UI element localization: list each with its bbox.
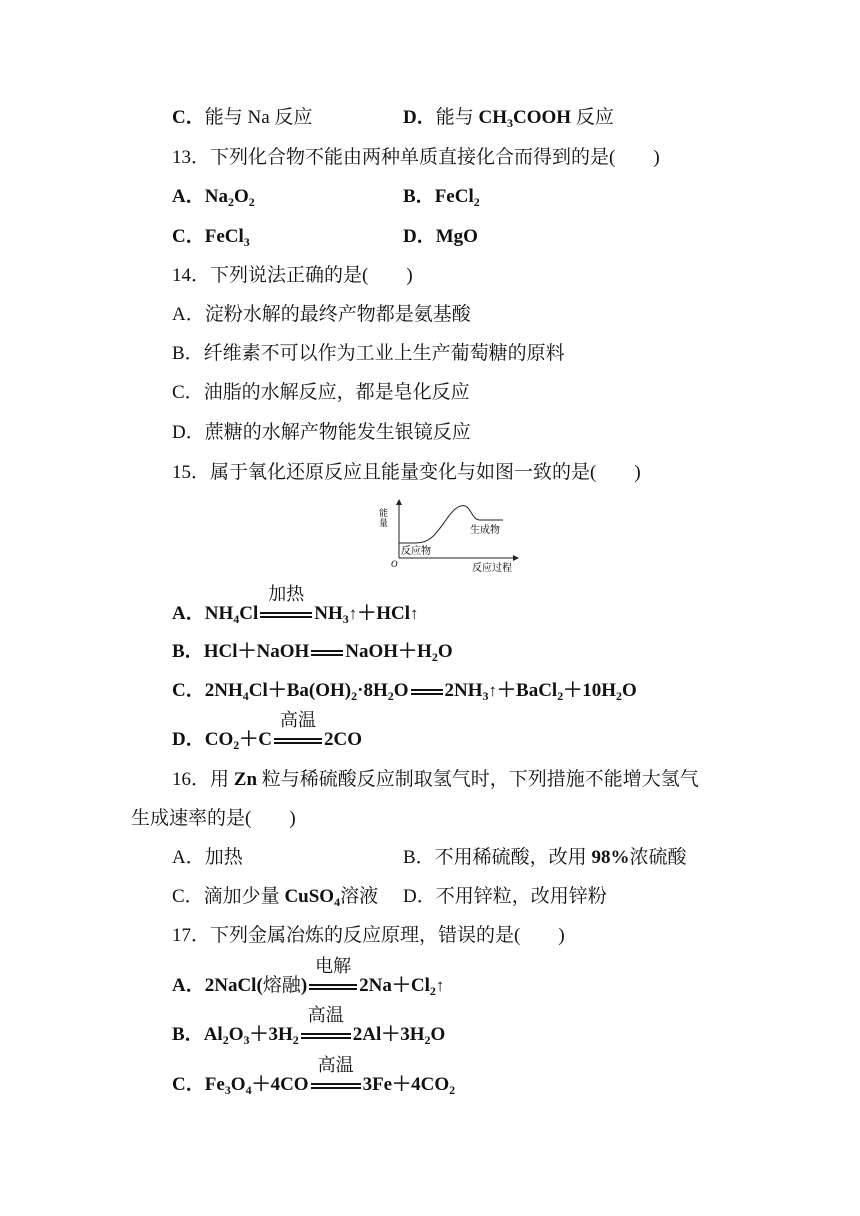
q16-option-d: D．不用锌粒，改用锌粉 <box>403 886 607 907</box>
q14-option-a: A．淀粉水解的最终产物都是氨基酸 <box>172 304 471 325</box>
q16-option-c: C．滴加少量 CuSO$_4$溶液 <box>172 886 379 909</box>
reactant-label: 反应物 <box>401 546 431 557</box>
q15-stem: 15．属于氧化还原反应且能量变化与如图一致的是( ) <box>172 462 641 483</box>
q14-option-d: D．蔗糖的水解产物能发生银镜反应 <box>172 422 471 443</box>
q16-stem-line1: 16．用 Zn 粒与稀硫酸反应制取氢气时，下列措施不能增大氢气 <box>172 769 699 790</box>
q14-stem: 14．下列说法正确的是( ) <box>172 265 413 286</box>
q16-stem-line2: 生成速率的是( ) <box>131 808 296 829</box>
q17-option-a: A．2NaCl(熔融) 电解 $2Na+Cl_2↑$ <box>172 956 445 998</box>
q17-option-c: C．$Fe_3O_4+4CO$ 高温 $3Fe+4CO_2$ <box>172 1055 456 1097</box>
condition-high-temp: 高温 <box>299 1023 353 1047</box>
condition-electrolysis: 电解 <box>307 974 359 998</box>
q15-option-a: A．$NH_4Cl$ 加热 $NH_3↑+HCl↑$ <box>172 584 419 626</box>
energy-diagram <box>378 496 528 576</box>
x-axis-label: 反应过程 <box>472 563 512 574</box>
q13-option-b: B．FeCl$_2$ <box>403 186 480 209</box>
condition-high-temp: 高温 <box>272 728 324 752</box>
y-axis-label: 能量 <box>378 508 388 528</box>
q16-option-a: A．加热 <box>172 847 243 868</box>
q17-option-b: B．$Al_2O_3+3H_2$ 高温 $2Al+3H_2O$ <box>172 1005 446 1047</box>
q14-option-b: B．纤维素不可以作为工业上生产葡萄糖的原料 <box>172 343 565 364</box>
q12-option-c: C．能与 Na 反应 <box>172 107 313 128</box>
q15-option-b: B．HCl＋NaOH $NaOH+H_2O$ <box>172 641 453 664</box>
q13-stem: 13．下列化合物不能由两种单质直接化合而得到的是( ) <box>172 147 660 168</box>
q13-option-d: D．MgO <box>403 226 478 247</box>
q15-option-d: D．$CO_2+C$ 高温 2CO <box>172 710 362 752</box>
q13-option-a: A．$Na_2O_2$ <box>172 186 255 209</box>
q17-stem: 17．下列金属冶炼的反应原理，错误的是( ) <box>172 925 565 946</box>
product-label: 生成物 <box>470 525 500 536</box>
q14-option-c: C．油脂的水解反应，都是皂化反应 <box>172 382 470 403</box>
origin-label: O <box>391 559 398 569</box>
condition-high-temp: 高温 <box>309 1073 363 1097</box>
condition-heat: 加热 <box>258 602 314 626</box>
q15-option-c: C．$2NH_4Cl+Ba(OH)_2\cdot 8H_2O$ $2NH_3↑+BaCl_2+10H_2O$ <box>172 680 637 703</box>
q12-option-d: D．能与 $CH_3COOH$ 反应 <box>403 107 614 130</box>
q16-option-b: B．不用稀硫酸，改用 98%浓硫酸 <box>403 847 687 868</box>
q13-option-c: C．FeCl$_3$ <box>172 226 250 249</box>
